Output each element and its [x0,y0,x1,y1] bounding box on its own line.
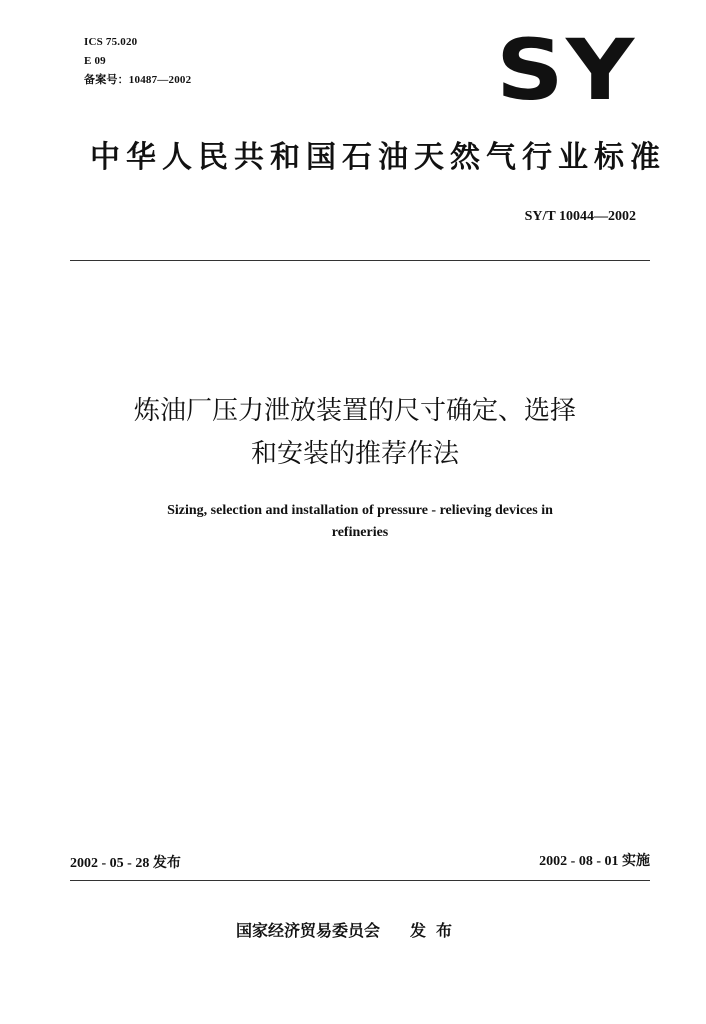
implementation-date: 2002 - 08 - 01 实施 [539,854,650,869]
english-title [60,500,660,544]
issuer-name: 国家经济贸易委员会 [236,921,381,940]
sy-logo: SY [496,21,637,119]
record-number: 备案号：10487—2002 [84,74,192,86]
chinese-title-line-2: 和安装的推荐作法 [250,439,459,469]
standard-number: SY/T 10044—2002 [524,209,636,224]
bottom-divider [70,880,650,881]
issuer [236,921,462,941]
issuer-action: 发布 [410,921,463,940]
english-title-line-1: Sizing, selection and installation of pressure - relieving devices in [167,503,553,518]
issue-date: 2002 - 05 - 28 发布 [70,856,181,871]
english-title-line-2: refineries [331,525,389,540]
top-divider [70,260,650,261]
chinese-title [60,390,650,476]
chinese-title-line-1: 炼油厂压力泄放装置的尺寸确定、选择 [133,396,576,426]
classification-block [84,33,191,90]
class-code: E 09 [84,55,106,67]
ics-code: ICS 75.020 [84,36,138,48]
standard-type-heading: 中华人民共和国石油天然气行业标准 [90,140,666,175]
